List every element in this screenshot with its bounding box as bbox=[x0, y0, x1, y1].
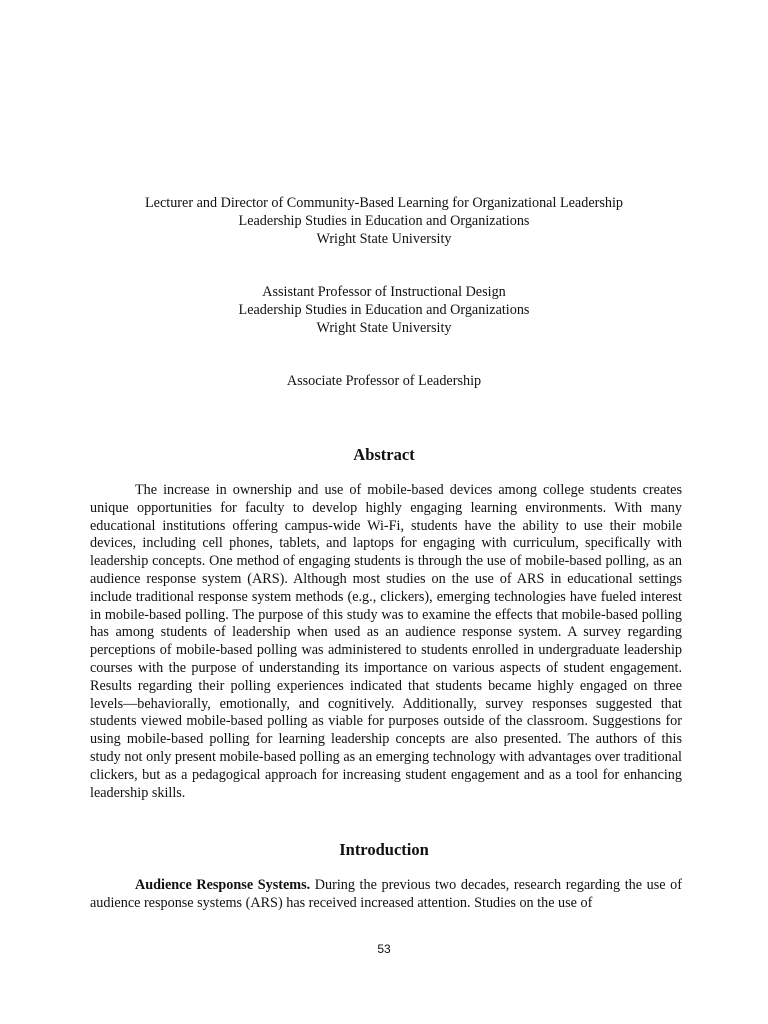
author-affiliation-1 bbox=[0, 194, 768, 248]
affiliation-line: Leadership Studies in Education and Organizations bbox=[238, 302, 530, 318]
abstract-paragraph: The increase in ownership and use of mobile-based devices among college students creates unique opportunities for faculty to develop highly engaging learning environments. With many educational institutions offering campus-wide Wi-Fi, students have the ability to use their mobile devices, including cell phones, tablets, and laptops for engaging with curriculum, specifically with leadership concepts. One method of engaging students is through the use of mobile-based polling, as an audience response system (ARS). Although most studies on the use of ARS in educational settings include traditional response system methods (e.g., clickers), emerging technologies have fueled interest in mobile-based polling. The purpose of this study was to examine the effects that mobile-based polling has among students of leadership when used as an audience response system. A survey regarding perceptions of mobile-based polling was administered to students enrolled in undergraduate leadership courses with the purpose of understanding its importance on various aspects of student engagement. Results regarding their polling experiences indicated that students became highly engaged on three levels—behaviorally, emotionally, and cognitively. Additionally, survey responses suggested that students viewed mobile-based polling as viable for purposes outside of the classroom. Suggestions for using mobile-based polling for learning leadership concepts are also presented. The authors of this study not only present mobile-based polling as an emerging technology with advantages over traditional clickers, but as a pedagogical approach for increasing student engagement and as a tool for enhancing leadership skills. bbox=[90, 482, 682, 801]
author-affiliation-3 bbox=[0, 372, 768, 390]
author-affiliation-2 bbox=[0, 283, 768, 337]
affiliation-line: Wright State University bbox=[316, 231, 452, 247]
affiliation-line: Leadership Studies in Education and Organizations bbox=[238, 213, 530, 229]
affiliation-line: Lecturer and Director of Community-Based Learning for Organizational Leadership bbox=[145, 195, 623, 211]
affiliation-line: Wright State University bbox=[316, 320, 452, 336]
audience-response-systems-subheading: Audience Response Systems. bbox=[135, 877, 311, 893]
affiliation-line: Associate Professor of Leadership bbox=[286, 373, 482, 389]
page-number: 53 bbox=[377, 942, 391, 956]
introduction-paragraph bbox=[90, 877, 682, 913]
introduction-body: During the previous two decades, research regarding the use of audience response systems (ARS) has received increased attention. Studies on the use of bbox=[90, 877, 682, 911]
affiliation-line: Assistant Professor of Instructional Design bbox=[262, 284, 506, 300]
introduction-heading: Introduction bbox=[339, 840, 429, 859]
abstract-heading: Abstract bbox=[353, 445, 415, 464]
